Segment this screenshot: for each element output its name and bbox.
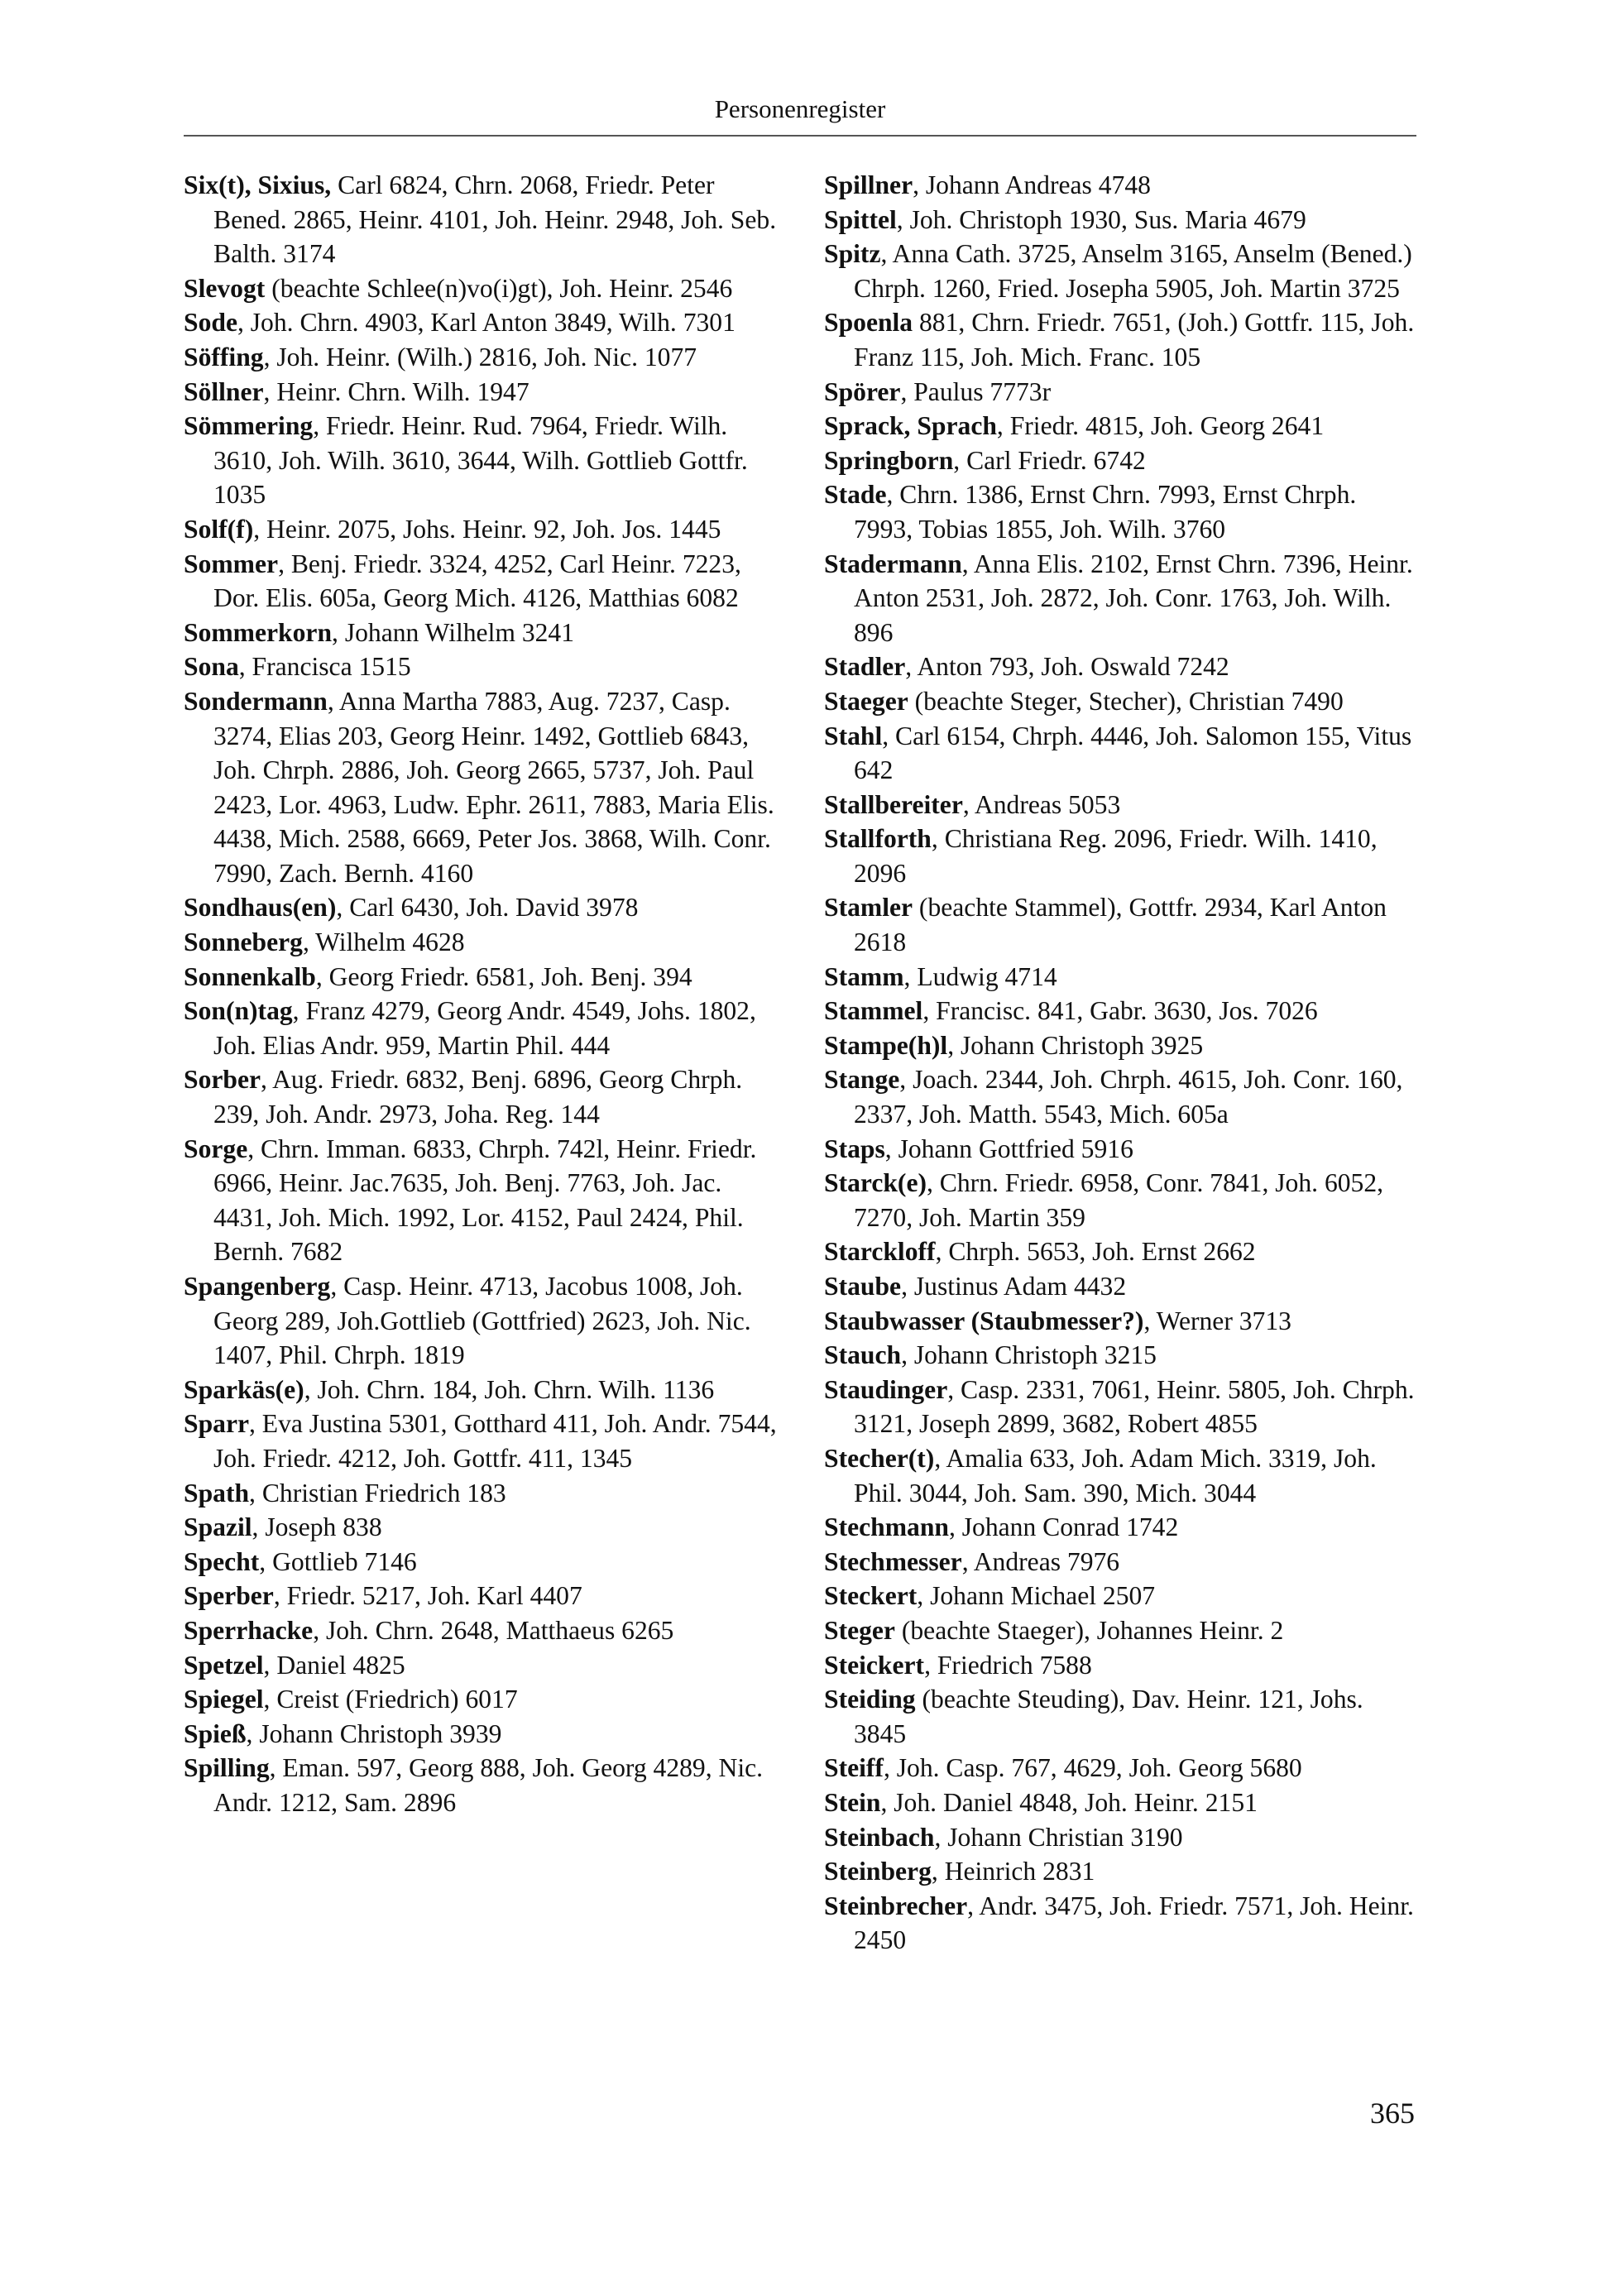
index-entry [184,1269,779,1373]
index-entry [824,788,1420,822]
entry-surname: Sona [184,652,239,682]
entry-surname: Son(n)tag [184,996,293,1026]
entry-details: , Johann Christoph 3939 [246,1718,502,1748]
entry-details: , Andreas 7976 [961,1546,1120,1576]
entry-surname: Starckloff [824,1237,936,1267]
entry-details: , Franz 4279, Georg Andr. 4549, Johs. 1802, Joh. Elias Andr. 959, Martin Phil. 444 [213,996,756,1060]
entry-details: , Anna Martha 7883, Aug. 7237, Casp. 3274, Elias 203, Georg Heinr. 1492, Gottlieb 6843, Joh. Chrph. 2886, Joh. Georg 2665, 5737, Joh. Paul 2423, Lor. 4963, Ludw. Ephr. 2611, 7883, Maria Elis. 4438, Mich. 2588, 6669, Peter Jos. 3868, Wilh. Conr. 7990, Zach. Bernh. 4160 [213,686,774,888]
entry-details: , Friedr. Heinr. Rud. 7964, Friedr. Wilh. 3610, Joh. Wilh. 3610, 3644, Wilh. Gottlieb Gottfr. 1035 [213,411,748,510]
entry-surname: Slevogt [184,273,266,303]
entry-surname: Stechmesser [824,1546,962,1576]
entry-surname: Spieß [184,1718,247,1748]
index-entry [824,1613,1420,1648]
entry-details: , Daniel 4825 [263,1650,405,1680]
index-entry [184,1132,779,1269]
index-entry [824,1786,1420,1820]
entry-surname: Söffing [184,342,264,371]
entry-surname: Steiding [824,1685,916,1714]
entry-details: , Carl 6154, Chrph. 4446, Joh. Salomon 155, Vitus 642 [854,721,1412,785]
index-entry [824,1304,1420,1339]
index-entry [184,960,779,995]
index-entry [824,477,1420,546]
entry-details: 881, Chrn. Friedr. 7651, (Joh.) Gottfr. 115, Joh. Franz 115, Joh. Mich. Franc. 105 [854,308,1415,371]
index-entry [184,409,779,512]
entry-details: , Joh. Chrn. 2648, Matthaeus 6265 [313,1615,674,1645]
entry-surname: Steiff [824,1753,884,1783]
index-entry [184,890,779,925]
entry-details: , Joh. Daniel 4848, Joh. Heinr. 2151 [880,1787,1258,1817]
entry-surname: Sondhaus(en) [184,893,337,923]
index-entry [824,994,1420,1028]
entry-surname: Solf(f) [184,514,254,544]
entry-surname: Spetzel [184,1650,264,1680]
entry-details: , Eva Justina 5301, Gotthard 411, Joh. Andr. 7544, Joh. Friedr. 4212, Joh. Gottfr. 411, 1345 [213,1409,777,1473]
entry-surname: Spilling [184,1753,270,1783]
index-entry [824,168,1420,203]
entry-surname: Sparr [184,1409,249,1439]
entry-details: , Wilhelm 4628 [302,928,465,957]
index-entry [184,1545,779,1579]
entry-surname: Steickert [824,1650,925,1680]
entry-surname: Sondermann [184,686,328,716]
entry-details: , Francisca 1515 [238,652,411,682]
entry-details: , Johann Christoph 3925 [947,1030,1204,1060]
page-number: 365 [1370,2097,1415,2130]
entry-surname: Stahl [824,721,883,750]
index-entry [184,168,779,271]
entry-details: , Joach. 2344, Joh. Chrph. 4615, Joh. Conr. 160, 2337, Joh. Matth. 5543, Mich. 605a [854,1065,1403,1129]
index-entry [824,1510,1420,1545]
index-entry [824,305,1420,374]
index-entry [184,649,779,684]
index-entry [184,340,779,375]
entry-details: , Gottlieb 7146 [259,1546,417,1576]
entry-surname: Spoenla [824,308,913,338]
index-entry [184,1062,779,1131]
index-entry [824,1062,1420,1131]
index-entry [824,649,1420,684]
entry-surname: Spittel [824,204,897,234]
index-entry [184,512,779,547]
entry-details: , Anna Cath. 3725, Anselm 3165, Anselm (Bened.) Chrph. 1260, Fried. Josepha 5905, Joh. Martin 3725 [854,239,1412,303]
entry-surname: Sprack, Sprach [824,411,997,441]
entry-details: , Joh. Casp. 767, 4629, Joh. Georg 5680 [883,1753,1302,1783]
entry-details: , Carl 6430, Joh. David 3978 [336,893,639,923]
index-entry [184,994,779,1062]
entry-details: , Ludwig 4714 [903,961,1057,991]
entry-details: , Chrn. Friedr. 6958, Conr. 7841, Joh. 6052, 7270, Joh. Martin 359 [854,1168,1384,1232]
entry-details: , Joh. Chrn. 184, Joh. Chrn. Wilh. 1136 [304,1374,715,1404]
entry-surname: Stammel [824,996,923,1026]
index-entry [824,547,1420,650]
entry-surname: Spillner [824,170,913,199]
entry-surname: Spath [184,1478,250,1507]
entry-surname: Sonnenkalb [184,961,316,991]
entry-surname: Springborn [824,445,954,475]
entry-details: , Francisc. 841, Gabr. 3630, Jos. 7026 [922,996,1318,1026]
entry-surname: Sommerkorn [184,617,333,647]
index-entry [184,1510,779,1545]
entry-surname: Steinbach [824,1822,935,1852]
entry-details: , Amalia 633, Joh. Adam Mich. 3319, Joh. Phil. 3044, Joh. Sam. 390, Mich. 3044 [854,1443,1377,1507]
entry-details: , Johann Christian 3190 [934,1822,1183,1852]
entry-surname: Staubwasser (Staubmesser?) [824,1306,1144,1335]
entry-surname: Spitz [824,239,881,269]
entry-surname: Starck(e) [824,1168,927,1198]
index-entry [824,960,1420,995]
entry-details: , Aug. Friedr. 6832, Benj. 6896, Georg Chrph. 239, Joh. Andr. 2973, Joha. Reg. 144 [213,1065,743,1129]
entry-details: , Johann Andreas 4748 [913,170,1151,199]
entry-surname: Stallforth [824,824,932,854]
index-entry [824,1132,1420,1167]
index-entry [824,375,1420,410]
index-entry [184,1682,779,1717]
entry-details: (beachte Steuding), Dav. Heinr. 121, Johs. 3845 [854,1685,1363,1748]
entry-details: , Carl Friedr. 6742 [953,445,1146,475]
index-entry [184,1613,779,1648]
index-entry [184,375,779,410]
entry-surname: Stecher(t) [824,1443,935,1473]
index-entry [824,237,1420,305]
entry-surname: Sorber [184,1065,261,1095]
entry-surname: Stade [824,480,887,510]
entry-surname: Sperber [184,1581,274,1611]
entry-surname: Steckert [824,1581,918,1611]
entry-surname: Steger [824,1615,895,1645]
entry-details: , Casp. 2331, 7061, Heinr. 5805, Joh. Chrph. 3121, Joseph 2899, 3682, Robert 4855 [854,1374,1415,1439]
entry-details: (beachte Schlee(n)vo(i)gt), Joh. Heinr. 2546 [265,273,733,303]
entry-details: , Joh. Heinr. (Wilh.) 2816, Joh. Nic. 1077 [263,342,697,371]
entry-details: , Christiana Reg. 2096, Friedr. Wilh. 1410, 2096 [854,824,1378,888]
entry-details: , Georg Friedr. 6581, Joh. Benj. 394 [315,961,692,991]
index-entry [824,684,1420,719]
entry-details: , Creist (Friedrich) 6017 [263,1685,518,1714]
entry-surname: Staeger [824,686,908,716]
entry-surname: Specht [184,1546,260,1576]
entry-surname: Sperrhacke [184,1615,314,1645]
entry-details: , Johann Wilhelm 3241 [332,617,575,647]
entry-surname: Sömmering [184,411,314,441]
index-entry [824,409,1420,443]
entry-details: , Eman. 597, Georg 888, Joh. Georg 4289, Nic. Andr. 1212, Sam. 2896 [213,1753,764,1817]
index-entry [184,1407,779,1475]
entry-details: , Anna Elis. 2102, Ernst Chrn. 7396, Heinr. Anton 2531, Joh. 2872, Joh. Conr. 1763, Joh. Wilh. 896 [854,549,1413,647]
entry-details: , Heinr. 2075, Johs. Heinr. 92, Joh. Jos. 1445 [253,514,721,544]
entry-details: (beachte Staeger), Johannes Heinr. 2 [894,1615,1284,1645]
index-entry [184,616,779,650]
entry-surname: Stauch [824,1340,902,1370]
index-entry [824,1545,1420,1579]
entry-details: , Joseph 838 [252,1512,382,1542]
entry-details: , Justinus Adam 4432 [901,1272,1127,1301]
entry-surname: Stallbereiter [824,789,963,819]
entry-details: , Paulus 7773r [900,376,1052,406]
entry-details: , Johann Gottfried 5916 [884,1134,1133,1163]
entry-details: , Friedr. 4815, Joh. Georg 2641 [996,411,1325,441]
entry-details: , Chrph. 5653, Joh. Ernst 2662 [935,1237,1256,1267]
entry-surname: Stein [824,1787,881,1817]
entry-details: , Benj. Friedr. 3324, 4252, Carl Heinr. 7223, Dor. Elis. 605a, Georg Mich. 4126, Matthias 6082 [213,549,741,613]
entry-details: Carl 6824, Chrn. 2068, Friedr. Peter Bened. 2865, Heinr. 4101, Joh. Heinr. 2948, Joh. Seb. Balth. 3174 [213,170,777,269]
index-entry [824,203,1420,237]
index-entry [824,1648,1420,1683]
index-column-left [184,168,779,1820]
entry-surname: Spörer [824,376,901,406]
entry-details: , Johann Michael 2507 [917,1581,1156,1611]
index-entry [184,684,779,891]
entry-details: , Joh. Chrn. 4903, Karl Anton 3849, Wilh. 7301 [237,308,736,338]
index-entry [824,1269,1420,1304]
index-entry [824,1579,1420,1613]
index-entry [184,1648,779,1683]
index-entry [184,1373,779,1407]
index-entry [184,1476,779,1511]
running-header: Personenregister [714,94,886,123]
entry-surname: Sommer [184,549,279,578]
entry-surname: Steinberg [824,1857,932,1886]
entry-surname: Staudinger [824,1374,948,1404]
entry-surname: Spazil [184,1512,252,1542]
index-entry [184,925,779,960]
entry-surname: Stadler [824,652,906,682]
entry-surname: Spangenberg [184,1272,331,1301]
entry-details: , Werner 3713 [1143,1306,1291,1335]
entry-details: (beachte Steger, Stecher), Christian 7490 [908,686,1344,716]
index-entry [824,1338,1420,1373]
entry-surname: Stechmann [824,1512,949,1542]
entry-surname: Spiegel [184,1685,264,1714]
entry-surname: Stamm [824,961,904,991]
index-entry [824,890,1420,959]
entry-surname: Sode [184,308,237,338]
index-entry [824,1234,1420,1269]
entry-surname: Stampe(h)l [824,1030,948,1060]
index-entry [824,1373,1420,1441]
index-entry [824,719,1420,788]
entry-details: , Johann Christoph 3215 [901,1340,1157,1370]
entry-surname: Sorge [184,1134,248,1163]
index-entry [824,1854,1420,1889]
index-entry [824,1820,1420,1855]
entry-surname: Staps [824,1134,885,1163]
entry-surname: Stamler [824,893,913,923]
index-entry [824,443,1420,478]
entry-surname: Staube [824,1272,902,1301]
entry-surname: Söllner [184,376,264,406]
index-column-right [824,168,1420,1958]
entry-surname: Stadermann [824,549,962,578]
entry-details: , Christian Friedrich 183 [249,1478,506,1507]
entry-surname: Stange [824,1065,900,1095]
entry-surname: Sparkäs(e) [184,1374,304,1404]
index-entry [824,1166,1420,1234]
index-entry [824,1682,1420,1751]
entry-details: , Casp. Heinr. 4713, Jacobus 1008, Joh. Georg 289, Joh.Gottlieb (Gottfried) 2623, Joh. Nic. 1407, Phil. Chrph. 1819 [213,1272,751,1370]
index-entry [184,1579,779,1613]
entry-details: , Heinr. Chrn. Wilh. 1947 [263,376,529,406]
index-entry [824,1028,1420,1063]
entry-details: , Heinrich 2831 [931,1857,1095,1886]
entry-details: , Johann Conrad 1742 [948,1512,1179,1542]
entry-details: , Joh. Christoph 1930, Sus. Maria 4679 [896,204,1306,234]
index-entry [184,1751,779,1819]
entry-details: (beachte Stammel), Gottfr. 2934, Karl Anton 2618 [854,893,1387,957]
index-entry [184,547,779,616]
index-entry [824,1889,1420,1958]
entry-details: , Friedrich 7588 [924,1650,1092,1680]
index-entry [184,305,779,340]
entry-surname: Sonneberg [184,928,303,957]
index-entry [824,1441,1420,1510]
entry-details: , Friedr. 5217, Joh. Karl 4407 [273,1581,582,1611]
index-entry [824,1751,1420,1786]
index-entry [184,271,779,306]
index-entry [184,1717,779,1752]
entry-details: , Andreas 5053 [962,789,1121,819]
entry-details: , Anton 793, Joh. Oswald 7242 [905,652,1229,682]
index-entry [824,822,1420,890]
header-rule [184,135,1416,137]
entry-details: , Chrn. 1386, Ernst Chrn. 7993, Ernst Chrph. 7993, Tobias 1855, Joh. Wilh. 3760 [854,480,1357,544]
entry-surname: Six(t), Sixius, [184,170,332,199]
entry-details: , Andr. 3475, Joh. Friedr. 7571, Joh. Heinr. 2450 [854,1891,1414,1955]
entry-surname: Steinbrecher [824,1891,968,1920]
entry-details: , Chrn. Imman. 6833, Chrph. 742l, Heinr. Friedr. 6966, Heinr. Jac.7635, Joh. Benj. 7763, Joh. Jac. 4431, Joh. Mich. 1992, Lor. 4152, Paul 2424, Phil. Bernh. 7682 [213,1134,757,1267]
